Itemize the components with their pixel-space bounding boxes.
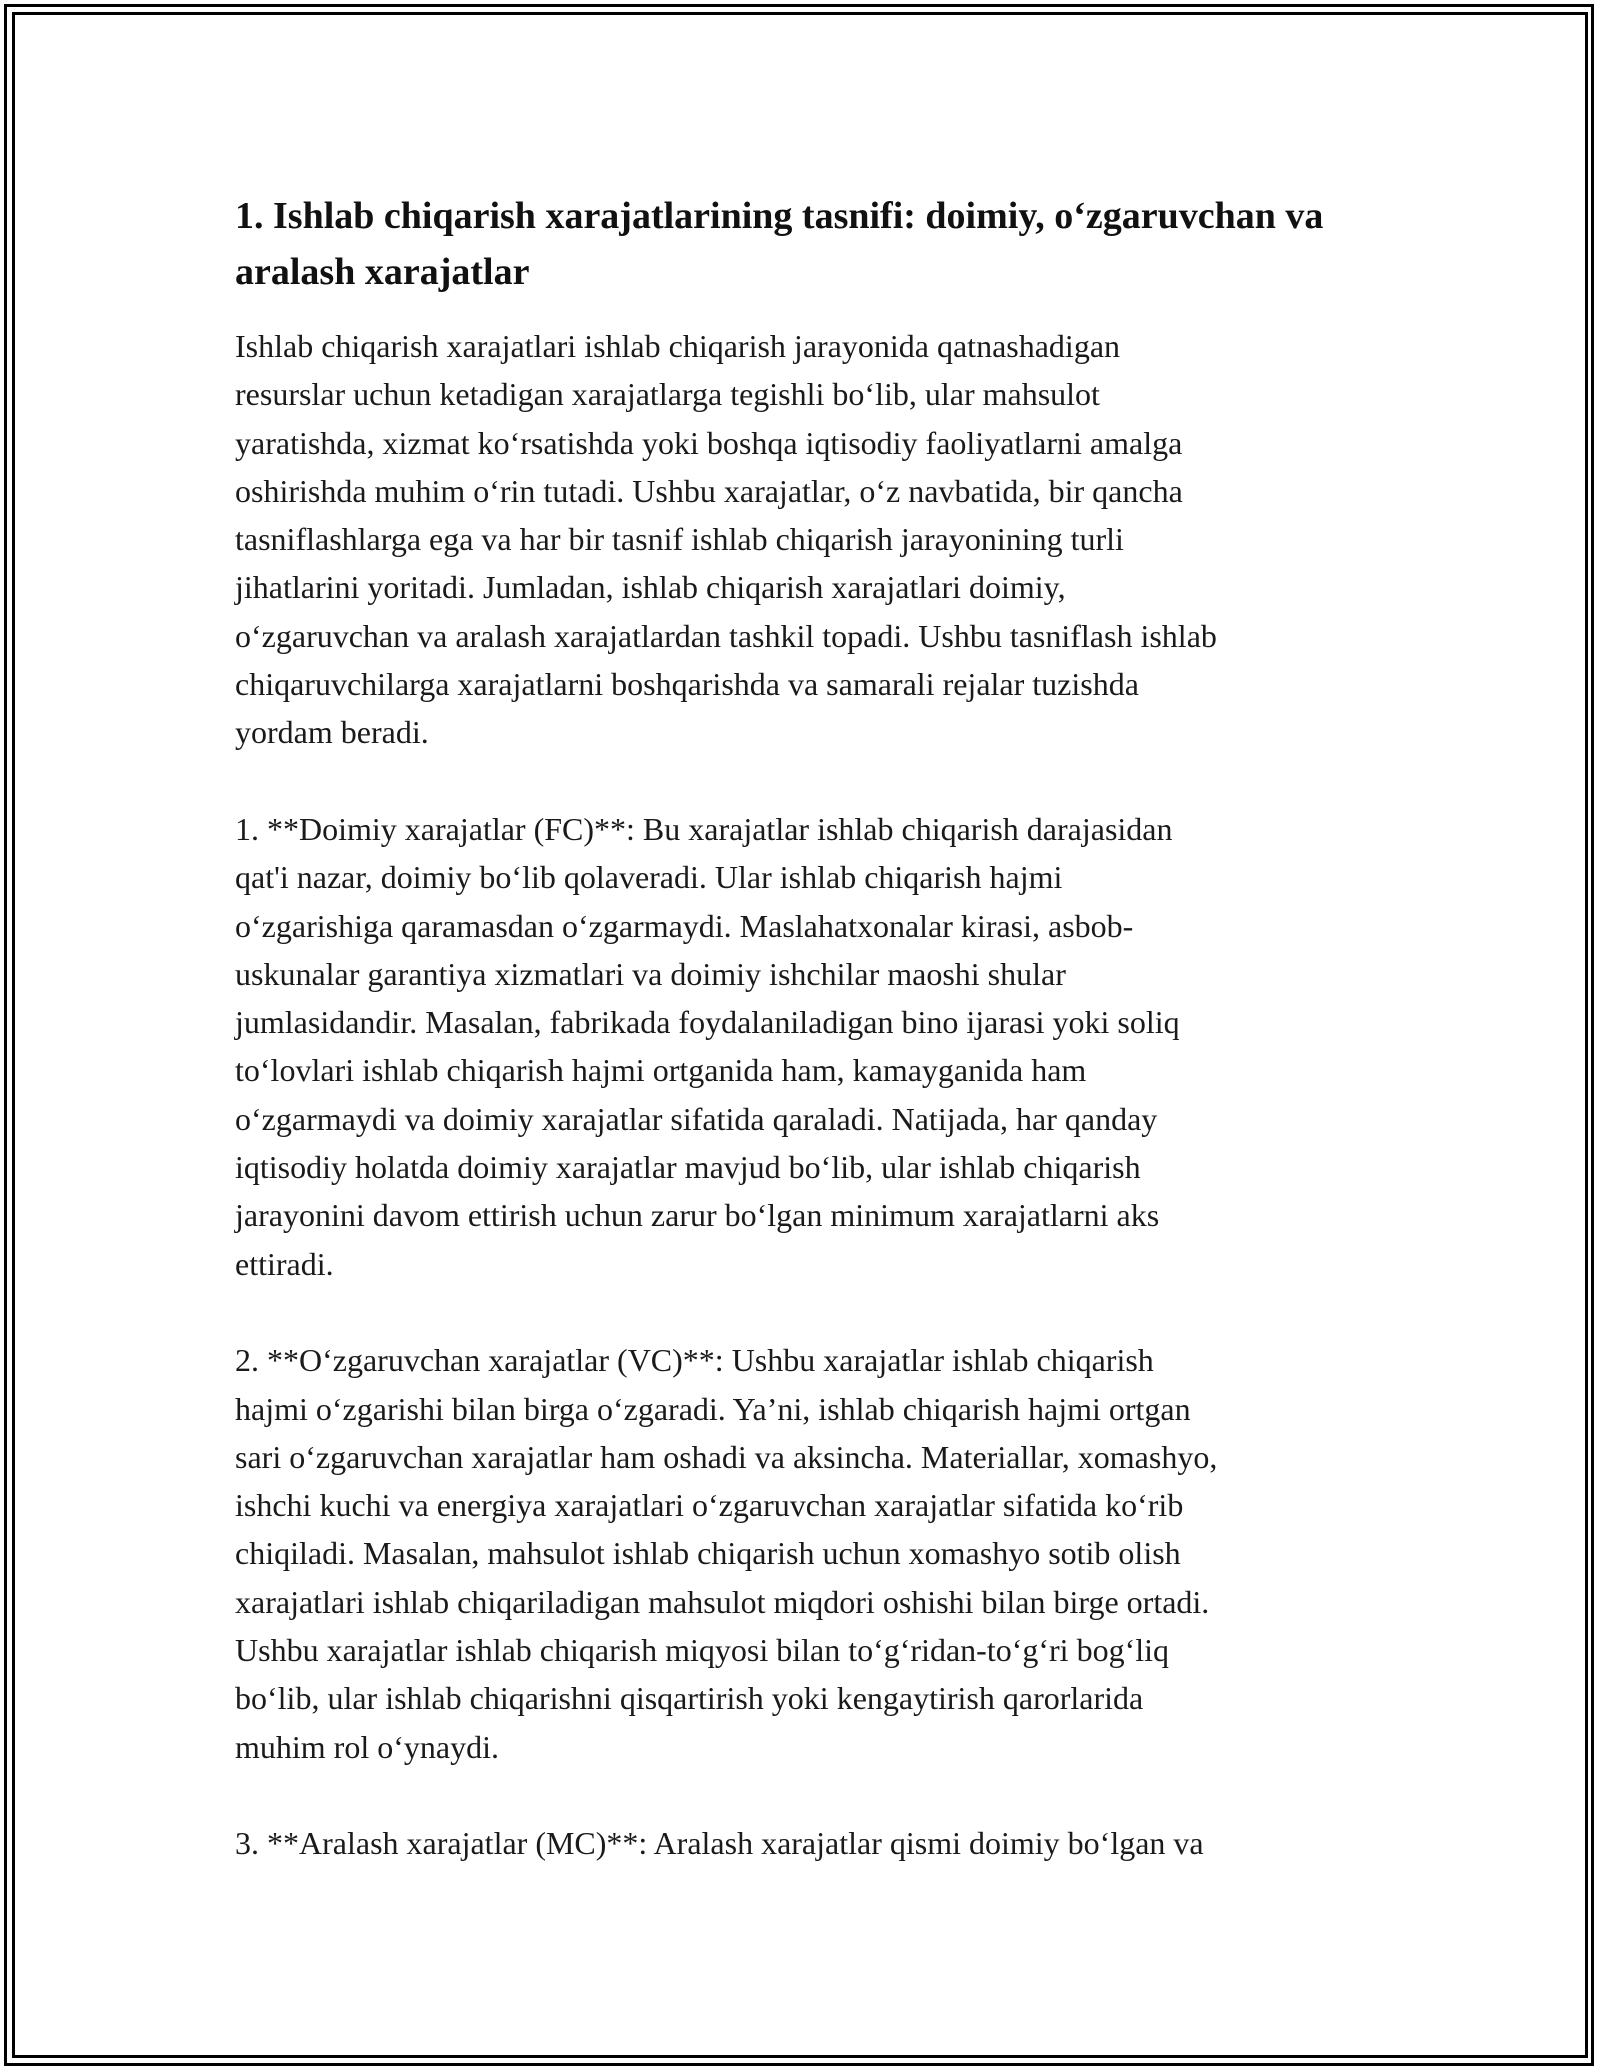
fixed-costs-paragraph: 1. **Doimiy xarajatlar (FC)**: Bu xarajatlar ishlab chiqarish darajasidan qat'i nazar, doimiy bo‘lib qolaveradi. Ular ishlab chiqarish hajmi o‘zgarishiga qaramasdan o‘zgarmaydi. Maslahatxonalar kirasi, asbob- uskunalar garantiya xizmatlari va doimiy ishchilar maoshi shular jumlasidandir. Masalan, fabrikada foydalaniladigan bino ijarasi yoki soliq to‘lovlari ishlab chiqarish hajmi ortganida ham, kamayganida ham o‘zgarmaydi va doimiy xarajatlar sifatida qaraladi. Natijada, har qanday iqtisodiy holatda doimiy xarajatlar mavjud bo‘lib, ular ishlab chiqarish jarayonini davom ettirish uchun zarur bo‘lgan minimum xarajatlarni aks ettiradi. [235,810,1180,1282]
section-heading: 1. Ishlab chiqarish xarajatlarining tasnifi: doimiy, o‘zgaruvchan va aralash xarajatlar [235,195,1324,293]
variable-costs-paragraph: 2. **O‘zgaruvchan xarajatlar (VC)**: Ushbu xarajatlar ishlab chiqarish hajmi o‘zgarishi bilan birga o‘zgaradi. Ya’ni, ishlab chiqarish hajmi ortgan sari o‘zgaruvchan xarajatlar ham oshadi va aksincha. Materiallar, xomashyo, ishchi kuchi va energiya xarajatlari o‘zgaruvchan xarajatlar sifatida ko‘rib chiqiladi. Masalan, mahsulot ishlab chiqarish uchun xomashyo sotib olish xarajatlari ishlab chiqariladigan mahsulot miqdori oshishi bilan birge ortadi. Ushbu xarajatlar ishlab chiqarish miqyosi bilan to‘g‘ridan-to‘g‘ri bog‘liq bo‘lib, ular ishlab chiqarishni qisqartirish yoki kengaytirish qarorlarida muhim rol o‘ynaydi. [235,1342,1218,1765]
mixed-costs-paragraph: 3. **Aralash xarajatlar (MC)**: Aralash xarajatlar qismi doimiy bo‘lgan va [235,1825,1204,1862]
document-body [235,188,1365,1868]
intro-paragraph: Ishlab chiqarish xarajatlari ishlab chiqarish jarayonida qatnashadigan resurslar uchun ketadigan xarajatlarga tegishli bo‘lib, ular mahsulot yaratishda, xizmat ko‘rsatishda yoki boshqa iqtisodiy faoliyatlarni amalga oshirishda muhim o‘rin tutadi. Ushbu xarajatlar, o‘z navbatida, bir qancha tasniflashlarga ega va har bir tasnif ishlab chiqarish jarayonining turli jihatlarini yoritadi. Jumladan, ishlab chiqarish xarajatlari doimiy, o‘zgaruvchan va aralash xarajatlardan tashkil topadi. Ushbu tasniflash ishlab chiqaruvchilarga xarajatlarni boshqarishda va samarali rejalar tuzishda yordam beradi. [235,328,1217,751]
